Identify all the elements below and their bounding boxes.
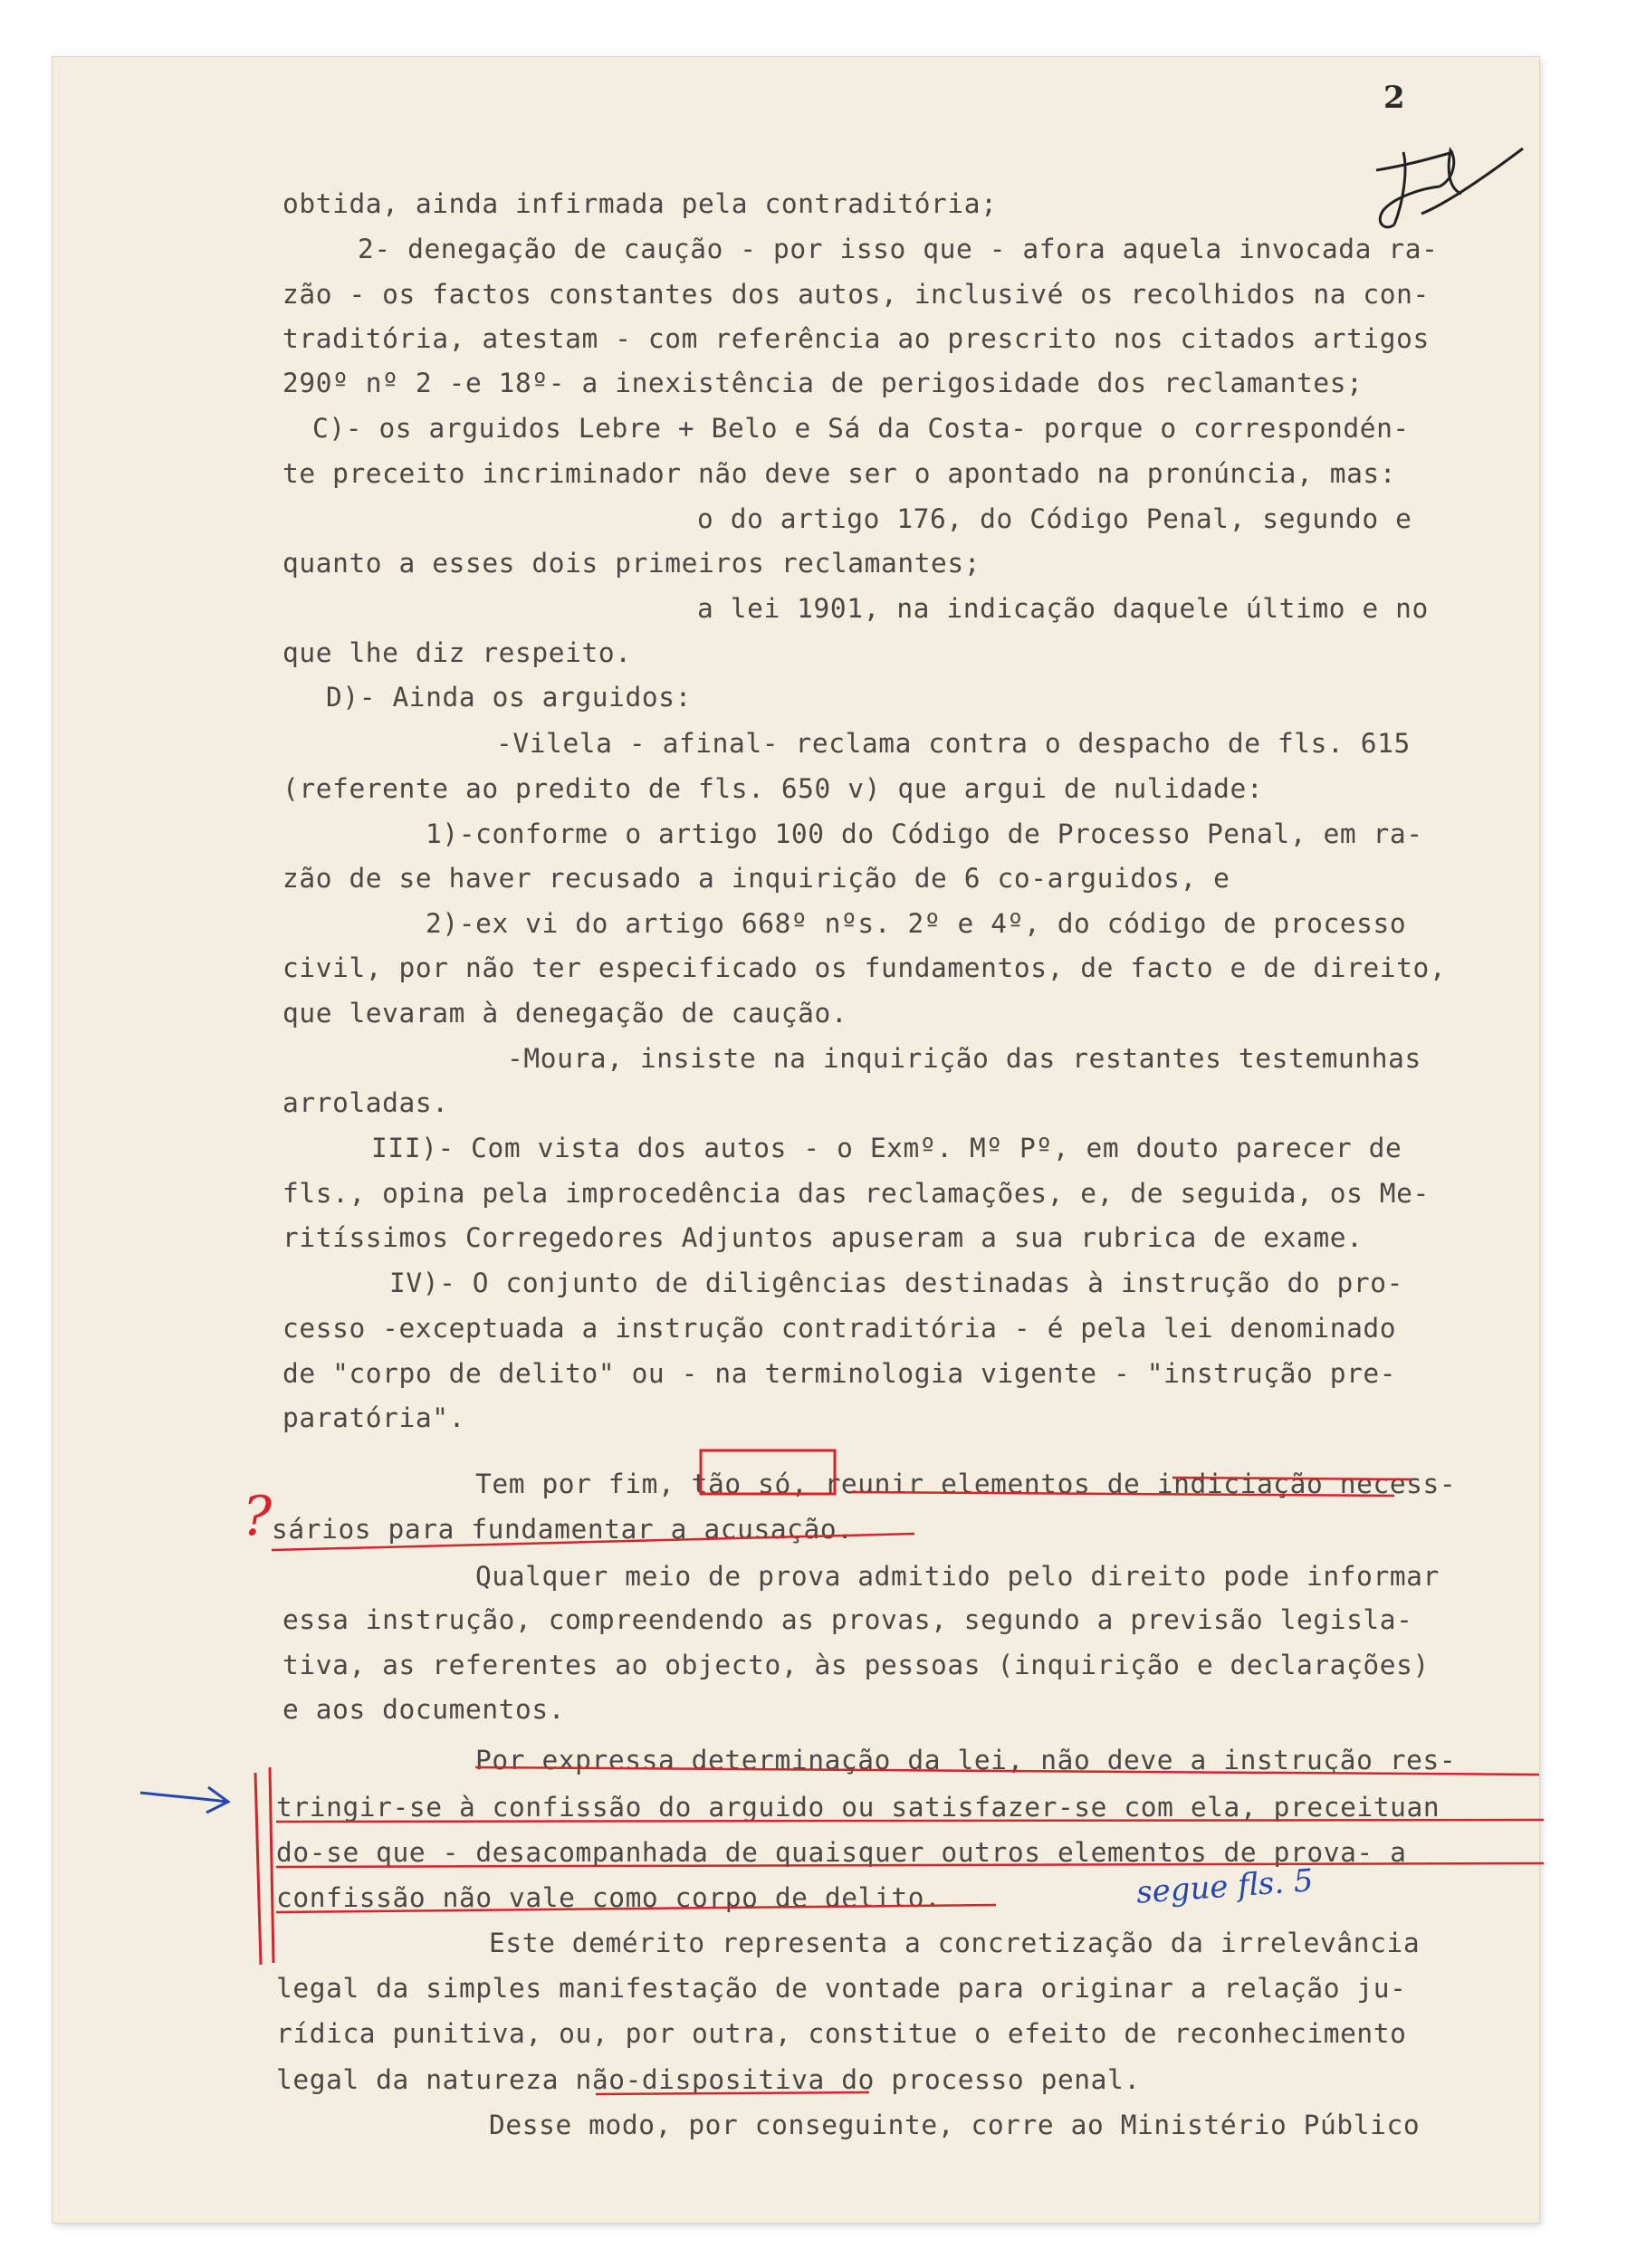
question-mark-annotation: ?	[243, 1485, 273, 1548]
text-line: Por expressa determinação da lei, não deve a instrução res-	[475, 1745, 1457, 1775]
text-line: que levaram à denegação de caução.	[282, 998, 848, 1029]
text-line: civil, por não ter especificado os fundamentos, de facto e de direito,	[282, 952, 1447, 983]
text-line: zão - os factos constantes dos autos, inclusivé os recolhidos na con-	[282, 279, 1430, 310]
text-line: legal da natureza não-dispositiva do processo penal.	[276, 2064, 1141, 2095]
text-line: Qualquer meio de prova admitido pelo direito pode informar	[475, 1561, 1440, 1592]
text-line: -Vilela - afinal- reclama contra o despacho de fls. 615	[496, 728, 1411, 759]
text-line: paratória".	[282, 1402, 465, 1433]
text-line: zão de se haver recusado a inquirição de 6 co-arguidos, e	[282, 863, 1230, 894]
handwritten-note: segue fls. 5	[1134, 1862, 1315, 1911]
text-line: e aos documentos.	[282, 1694, 566, 1725]
text-line: III)- Com vista dos autos - o Exmº. Mº Pº, em douto parecer de	[371, 1133, 1402, 1163]
text-line: 2- denegação de caução - por isso que - afora aquela invocada ra-	[358, 234, 1439, 264]
text-line: rídica punitiva, ou, por outra, constitue o efeito de reconhecimento	[276, 2018, 1407, 2049]
text-line: fls., opina pela improcedência das reclamações, e, de seguida, os Me-	[282, 1178, 1430, 1209]
text-line: 1)-conforme o artigo 100 do Código de Processo Penal, em ra-	[426, 818, 1423, 849]
text-line: a lei 1901, na indicação daquele último e no	[697, 593, 1429, 624]
text-line: obtida, ainda infirmada pela contraditória;	[282, 188, 998, 219]
text-line: C)- os arguidos Lebre + Belo e Sá da Costa- porque o correspondén-	[312, 413, 1410, 444]
text-line: te preceito incriminador não deve ser o apontado na pronúncia, mas:	[282, 458, 1397, 489]
text-line: tiva, as referentes ao objecto, às pessoas (inquirição e declarações)	[282, 1650, 1430, 1680]
text-line: IV)- O conjunto de diligências destinadas à instrução do pro-	[389, 1268, 1403, 1298]
text-line: o do artigo 176, do Código Penal, segundo e	[697, 503, 1412, 534]
text-line: que lhe diz respeito.	[282, 637, 632, 668]
text-line: de "corpo de delito" ou - na terminologia vigente - "instrução pre-	[282, 1358, 1397, 1389]
text-line: arroladas.	[282, 1087, 449, 1118]
text-line: 290º nº 2 -e 18º- a inexistência de perigosidade dos reclamantes;	[282, 368, 1364, 398]
text-line: essa instrução, compreendendo as provas, segundo a previsão legisla-	[282, 1604, 1413, 1635]
text-line: ritíssimos Corregedores Adjuntos apuseram a sua rubrica de exame.	[282, 1222, 1364, 1253]
text-line: confissão não vale como corpo de delito.	[276, 1882, 942, 1913]
arrow-icon	[136, 1775, 235, 1820]
text-line: -Moura, insiste na inquirição das restantes testemunhas	[507, 1043, 1421, 1074]
text-line: traditória, atestam - com referência ao prescrito nos citados artigos	[282, 323, 1430, 354]
text-line: D)- Ainda os arguidos:	[326, 682, 692, 713]
text-line: Desse modo, por conseguinte, corre ao Ministério Público	[489, 2110, 1421, 2140]
text-line: quanto a esses dois primeiros reclamantes;	[282, 548, 981, 579]
text-line: do-se que - desacompanhada de quaisquer outros elementos de prova- a	[276, 1837, 1407, 1868]
text-line: Este demérito representa a concretização da irrelevância	[489, 1928, 1421, 1958]
text-line: 2)-ex vi do artigo 668º nºs. 2º e 4º, do código de processo	[426, 908, 1407, 939]
text-line: Tem por fim, tão só, reunir elementos de indiciação necess-	[475, 1469, 1457, 1499]
text-line: legal da simples manifestação de vontade para originar a relação ju-	[276, 1973, 1407, 2004]
text-line: tringir-se à confissão do arguido ou satisfazer-se com ela, preceituan	[276, 1792, 1440, 1823]
text-line: sários para fundamentar a acusação.	[272, 1514, 854, 1545]
text-line: (referente ao predito de fls. 650 v) que argui de nulidade:	[282, 773, 1264, 804]
page-number: 2	[1383, 80, 1405, 116]
text-line: cesso -exceptuada a instrução contraditória - é pela lei denominado	[282, 1313, 1397, 1344]
